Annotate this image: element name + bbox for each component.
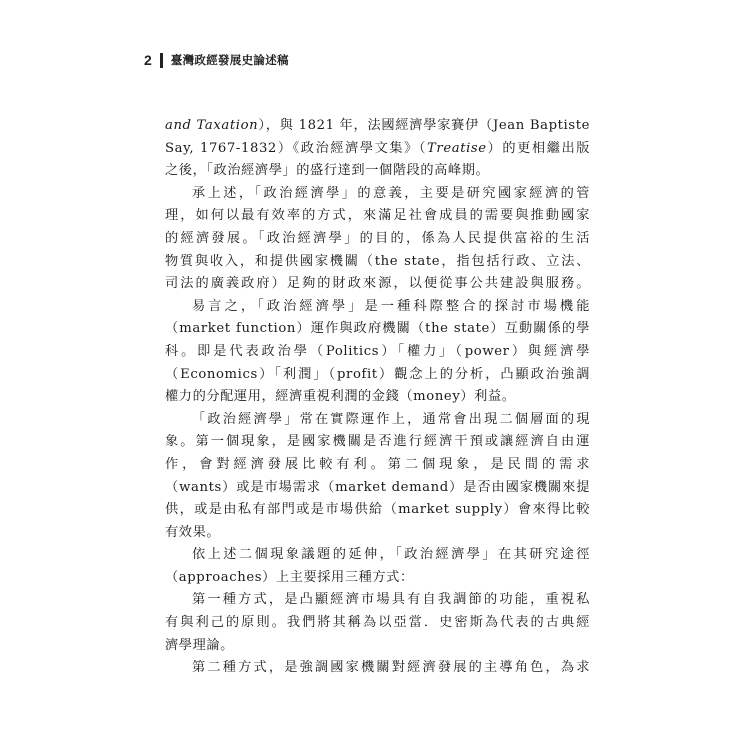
text-line: （Economics）「利潤」（profit）觀念上的分析，凸顯政治強調 [165,366,590,382]
text-line: 易言之，「政治經濟學」是一種科際整合的探討市場機能 [192,298,590,314]
page-number: 2 [144,52,152,68]
body-text [165,115,590,680]
text-line: 象。第一個現象，是國家機關是否進行經濟干預或讓經濟自由運 [165,434,590,450]
text-line: 科。即是代表政治學（Politics）「權力」（power）與經濟學 [165,343,590,359]
text-line: Say, 1767-1832）《政治經濟學文集》（Treatise）的更相繼出版 [165,140,590,156]
text-line: 第一種方式，是凸顯經濟市場具有自我調節的功能，重視私 [192,592,590,608]
running-title: 臺灣政經發展史論述稿 [170,53,289,67]
text-line: （approaches）上主要採用三種方式： [165,569,414,585]
text-line: 權力的分配運用，經濟重視利潤的金錢（money）利益。 [165,389,516,405]
text-line: 物質與收入，和提供國家機關（the state，指包括行政、立法、 [165,253,590,269]
text-line: 第二種方式，是強調國家機關對經濟發展的主導角色，為求 [192,660,590,676]
text-line: 供，或是由私有部門或是市場供給（market supply）會來得比較 [165,502,590,518]
italic-title: and Taxation [165,118,259,133]
text-line: 理，如何以最有效率的方式，來滿足社會成員的需要與推動國家 [165,208,590,224]
text-line: 司法的廣義政府）足夠的財政來源，以便從事公共建設與服務。 [165,276,590,292]
text-line: 濟學理論。 [165,637,234,653]
text-line: （wants）或是市場需求（market demand）是否由國家機關來提 [165,479,590,495]
text-line: 的經濟發展。「政治經濟學」的目的，係為人民提供富裕的生活 [165,230,590,246]
italic-title: Treatise [427,140,487,156]
text-line: （market function）運作與政府機關（the state）互動關係的學 [165,321,590,337]
page-header [144,49,289,71]
text-line: and Taxation），與 1821 年，法國經濟學家賽伊（Jean Baptiste [165,118,591,133]
text-line: 有與利己的原則。我們將其稱為以亞當．史密斯為代表的古典經 [165,615,590,631]
text-line: 承上述，「政治經濟學」的意義，主要是研究國家經濟的管 [192,185,590,201]
text-line: 之後，「政治經濟學」的盛行達到一個階段的高峰期。 [165,163,490,179]
text-line: 「政治經濟學」常在實際運作上，通常會出現二個層面的現 [192,411,590,427]
header-divider-bar [160,53,163,68]
text-line: 依上述二個現象議題的延伸，「政治經濟學」在其研究途徑 [192,547,590,563]
text-line: 有效果。 [165,524,221,540]
text-line: 作，會對經濟發展比較有利。第二個現象，是民間的需求 [165,456,590,472]
